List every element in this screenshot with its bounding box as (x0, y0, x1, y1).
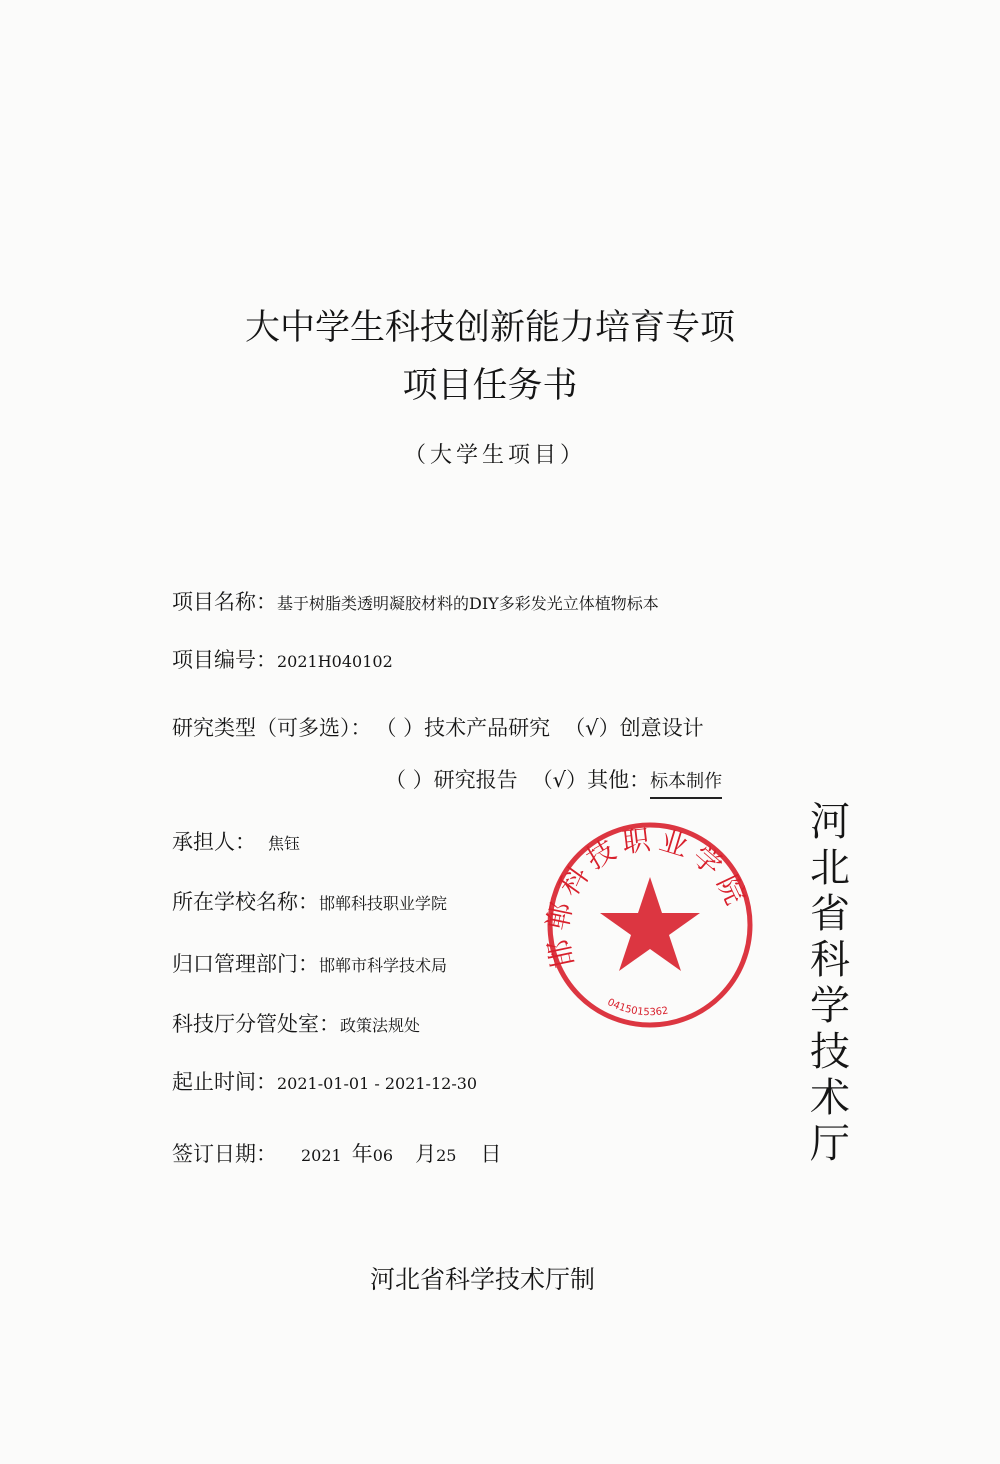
school-seal (540, 815, 760, 1035)
project-name-label: 项目名称： (172, 590, 277, 614)
person-value: 焦钰 (268, 834, 301, 853)
office-label: 科技厅分管处室： (172, 1012, 340, 1036)
project-number-value: 2021H040102 (277, 652, 393, 671)
month-unit: 月 (415, 1142, 437, 1166)
period-label: 起止时间： (172, 1070, 277, 1094)
period-value: 2021-01-01 - 2021-12-30 (277, 1074, 478, 1093)
stamp-char: 厅 (810, 1121, 850, 1167)
stamp-char: 技 (810, 1029, 850, 1075)
school-row (172, 886, 447, 916)
research-type-row (172, 712, 704, 742)
school-label: 所在学校名称： (172, 890, 319, 914)
subtitle: （大学生项目） (403, 443, 586, 468)
project-name-value: 基于树脂类透明凝胶材料的DIY多彩发光立体植物标本 (277, 594, 659, 613)
school-value: 邯郸科技职业学院 (319, 894, 448, 913)
day-unit: 日 (480, 1142, 502, 1166)
stamp-char: 省 (810, 891, 850, 937)
project-name-row (172, 586, 659, 616)
title-line-2: 项目任务书 (402, 366, 578, 406)
dept-row (172, 948, 447, 978)
stamp-char: 河 (810, 799, 850, 845)
dept-label: 归口管理部门： (172, 952, 319, 976)
type-option-research-report: （ ）研究报告 (385, 768, 518, 792)
type-option-other: （√）其他： (531, 768, 651, 792)
type-option-tech-product: （ ）技术产品研究 (375, 716, 551, 740)
office-row (172, 1008, 420, 1038)
sign-year: 2021 (301, 1146, 342, 1165)
office-value: 政策法规处 (340, 1016, 421, 1035)
person-row (172, 826, 300, 856)
sign-date-row (172, 1138, 501, 1168)
sign-day: 25 (436, 1146, 457, 1165)
person-label: 承担人： (172, 830, 256, 854)
sign-month: 06 (372, 1146, 394, 1165)
title-line-1: 大中学生科技创新能力培育专项 (244, 308, 735, 348)
research-type-label: 研究类型（可多选）： (172, 716, 372, 740)
stamp-char: 科 (810, 937, 850, 983)
sign-date-label: 签订日期： (172, 1142, 277, 1166)
type-option-creative-design: （√）创意设计 (564, 716, 704, 740)
footer-issuer: 河北省科学技术厅制 (370, 1265, 596, 1294)
period-row (172, 1066, 477, 1096)
svg-text:邯郸科技职业学院: 邯郸科技职业学院 (540, 822, 755, 971)
svg-text:0415015362: 0415015362 (605, 997, 670, 1019)
stamp-char: 术 (810, 1075, 850, 1121)
research-type-row-2 (385, 764, 722, 799)
stamp-char: 学 (810, 983, 850, 1029)
year-unit: 年 (351, 1142, 373, 1166)
type-other-value: 标本制作 (650, 767, 722, 799)
dept-value: 邯郸市科学技术局 (319, 956, 448, 975)
stamp-char: 北 (810, 845, 850, 891)
star-icon (600, 877, 700, 971)
project-number-row (172, 644, 393, 674)
project-number-label: 项目编号： (172, 648, 277, 672)
